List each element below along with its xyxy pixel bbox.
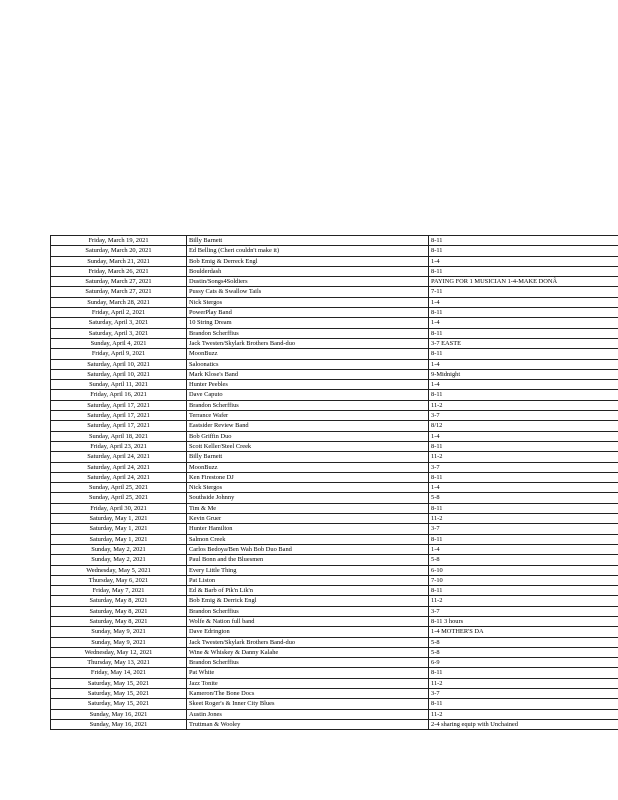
act-cell: Bob Emig & Derrick Engl bbox=[187, 596, 429, 606]
date-cell: Thursday, May 6, 2021 bbox=[51, 575, 187, 585]
act-cell: Billy Barnett bbox=[187, 236, 429, 246]
time-cell: 8-11 bbox=[429, 266, 618, 276]
date-cell: Saturday, April 10, 2021 bbox=[51, 369, 187, 379]
time-cell: 8-11 bbox=[429, 236, 618, 246]
table-row bbox=[51, 287, 618, 297]
time-cell: 8-11 bbox=[429, 534, 618, 544]
date-cell: Saturday, April 17, 2021 bbox=[51, 421, 187, 431]
act-cell: Hunter Hamilton bbox=[187, 524, 429, 534]
table-row bbox=[51, 421, 618, 431]
date-cell: Friday, March 26, 2021 bbox=[51, 266, 187, 276]
act-cell: MoonBuzz bbox=[187, 462, 429, 472]
act-cell: Kevin Gruer bbox=[187, 514, 429, 524]
time-cell: 8-11 bbox=[429, 668, 618, 678]
date-cell: Sunday, March 28, 2021 bbox=[51, 297, 187, 307]
table-row bbox=[51, 236, 618, 246]
date-cell: Saturday, April 17, 2021 bbox=[51, 400, 187, 410]
date-cell: Saturday, May 8, 2021 bbox=[51, 616, 187, 626]
act-cell: Truttman & Wooley bbox=[187, 719, 429, 729]
act-cell: Jazz Tonite bbox=[187, 678, 429, 688]
time-cell: 1-4 bbox=[429, 359, 618, 369]
table-row bbox=[51, 297, 618, 307]
act-cell: Dustin/Songs4Soldiers bbox=[187, 277, 429, 287]
time-cell: 8-11 bbox=[429, 308, 618, 318]
table-row bbox=[51, 678, 618, 688]
table-row bbox=[51, 699, 618, 709]
act-cell: Southside Johnny bbox=[187, 493, 429, 503]
date-cell: Saturday, March 27, 2021 bbox=[51, 277, 187, 287]
table-row bbox=[51, 369, 618, 379]
time-cell: 8-11 bbox=[429, 503, 618, 513]
act-cell: Scott Keller/Steel Creek bbox=[187, 441, 429, 451]
table-row bbox=[51, 534, 618, 544]
act-cell: Mark Klose's Band bbox=[187, 369, 429, 379]
table-row bbox=[51, 555, 618, 565]
date-cell: Saturday, April 24, 2021 bbox=[51, 462, 187, 472]
date-cell: Sunday, April 18, 2021 bbox=[51, 431, 187, 441]
date-cell: Saturday, April 3, 2021 bbox=[51, 328, 187, 338]
act-cell: Terrance Wafer bbox=[187, 411, 429, 421]
table-row bbox=[51, 658, 618, 668]
date-cell: Sunday, April 11, 2021 bbox=[51, 380, 187, 390]
table-row bbox=[51, 431, 618, 441]
time-cell: 8-11 bbox=[429, 328, 618, 338]
table-row bbox=[51, 575, 618, 585]
table-row bbox=[51, 503, 618, 513]
date-cell: Sunday, April 25, 2021 bbox=[51, 483, 187, 493]
date-cell: Saturday, May 15, 2021 bbox=[51, 689, 187, 699]
table-row bbox=[51, 411, 618, 421]
time-cell: 1-4 bbox=[429, 483, 618, 493]
act-cell: Saloonatics bbox=[187, 359, 429, 369]
date-cell: Sunday, May 16, 2021 bbox=[51, 719, 187, 729]
act-cell: Billy Barnett bbox=[187, 452, 429, 462]
time-cell: 6-10 bbox=[429, 565, 618, 575]
time-cell: 1-4 bbox=[429, 297, 618, 307]
date-cell: Sunday, April 4, 2021 bbox=[51, 338, 187, 348]
table-row bbox=[51, 616, 618, 626]
time-cell: 1-4 bbox=[429, 318, 618, 328]
act-cell: Skeet Roger's & Inner City Blues bbox=[187, 699, 429, 709]
time-cell: 2-4 sharing equip with Unchained bbox=[429, 719, 618, 729]
table-row bbox=[51, 441, 618, 451]
act-cell: Nick Stergos bbox=[187, 297, 429, 307]
date-cell: Saturday, April 10, 2021 bbox=[51, 359, 187, 369]
act-cell: Jack Twesten/Skylark Brothers Band-duo bbox=[187, 338, 429, 348]
table-row bbox=[51, 349, 618, 359]
act-cell: Tim & Me bbox=[187, 503, 429, 513]
table-row bbox=[51, 359, 618, 369]
time-cell: 9-Midnight bbox=[429, 369, 618, 379]
time-cell: 5-8 bbox=[429, 647, 618, 657]
date-cell: Saturday, May 1, 2021 bbox=[51, 514, 187, 524]
table-row bbox=[51, 637, 618, 647]
act-cell: Ed Belling (Cheri couldn't make it) bbox=[187, 246, 429, 256]
act-cell: Ed & Barb of Pik'n Lik'n bbox=[187, 586, 429, 596]
act-cell: Carlos Bedoya/Ben Wah Bob Duo Band bbox=[187, 544, 429, 554]
act-cell: Brandon Scherffius bbox=[187, 606, 429, 616]
table-row bbox=[51, 493, 618, 503]
date-cell: Saturday, May 8, 2021 bbox=[51, 606, 187, 616]
table-row bbox=[51, 524, 618, 534]
time-cell: 3-7 bbox=[429, 524, 618, 534]
table-row bbox=[51, 606, 618, 616]
date-cell: Thursday, May 13, 2021 bbox=[51, 658, 187, 668]
act-cell: PowerPlay Band bbox=[187, 308, 429, 318]
act-cell: Bob Emig & Derreck Engl bbox=[187, 256, 429, 266]
table-row bbox=[51, 668, 618, 678]
table-row bbox=[51, 719, 618, 729]
act-cell: Paul Bonn and the Bluesmen bbox=[187, 555, 429, 565]
date-cell: Wednesday, May 5, 2021 bbox=[51, 565, 187, 575]
date-cell: Friday, May 14, 2021 bbox=[51, 668, 187, 678]
table-row bbox=[51, 586, 618, 596]
date-cell: Sunday, May 2, 2021 bbox=[51, 555, 187, 565]
time-cell: 3-7 bbox=[429, 606, 618, 616]
table-row bbox=[51, 514, 618, 524]
table-row bbox=[51, 266, 618, 276]
date-cell: Friday, April 30, 2021 bbox=[51, 503, 187, 513]
time-cell: 8-11 bbox=[429, 699, 618, 709]
time-cell: 8/12 bbox=[429, 421, 618, 431]
act-cell: Boulderdash bbox=[187, 266, 429, 276]
time-cell: 5-8 bbox=[429, 493, 618, 503]
table-row bbox=[51, 627, 618, 637]
act-cell: Pussy Cats & Swallow Tails bbox=[187, 287, 429, 297]
time-cell: 5-8 bbox=[429, 637, 618, 647]
time-cell: 1-4 MOTHER'S DA bbox=[429, 627, 618, 637]
time-cell: 3-7 bbox=[429, 689, 618, 699]
table-row bbox=[51, 709, 618, 719]
act-cell: Wolfe & Nation full band bbox=[187, 616, 429, 626]
table-row bbox=[51, 452, 618, 462]
table-row bbox=[51, 380, 618, 390]
table-row bbox=[51, 544, 618, 554]
date-cell: Saturday, May 15, 2021 bbox=[51, 699, 187, 709]
time-cell: 11-2 bbox=[429, 452, 618, 462]
act-cell: Brandon Scherffius bbox=[187, 658, 429, 668]
time-cell: 8-11 bbox=[429, 441, 618, 451]
date-cell: Friday, April 23, 2021 bbox=[51, 441, 187, 451]
date-cell: Saturday, May 8, 2021 bbox=[51, 596, 187, 606]
time-cell: 7-11 bbox=[429, 287, 618, 297]
time-cell: 6-9 bbox=[429, 658, 618, 668]
date-cell: Saturday, May 1, 2021 bbox=[51, 534, 187, 544]
date-cell: Saturday, March 27, 2021 bbox=[51, 287, 187, 297]
time-cell: 11-2 bbox=[429, 400, 618, 410]
time-cell: 8-11 bbox=[429, 246, 618, 256]
time-cell: 3-7 bbox=[429, 462, 618, 472]
date-cell: Saturday, April 24, 2021 bbox=[51, 472, 187, 482]
time-cell: 8-11 bbox=[429, 472, 618, 482]
act-cell: Dave Edrington bbox=[187, 627, 429, 637]
time-cell: 11-2 bbox=[429, 596, 618, 606]
date-cell: Saturday, April 24, 2021 bbox=[51, 452, 187, 462]
date-cell: Friday, April 9, 2021 bbox=[51, 349, 187, 359]
date-cell: Saturday, April 17, 2021 bbox=[51, 411, 187, 421]
table-row bbox=[51, 472, 618, 482]
table-row bbox=[51, 328, 618, 338]
date-cell: Sunday, May 2, 2021 bbox=[51, 544, 187, 554]
table-row bbox=[51, 246, 618, 256]
time-cell: 8-11 3 hours bbox=[429, 616, 618, 626]
date-cell: Friday, April 2, 2021 bbox=[51, 308, 187, 318]
time-cell: PAYING FOR 1 MUSICIAN 1-4-MAKE DONÂ bbox=[429, 277, 618, 287]
time-cell: 11-2 bbox=[429, 678, 618, 688]
date-cell: Saturday, March 20, 2021 bbox=[51, 246, 187, 256]
time-cell: 7-10 bbox=[429, 575, 618, 585]
act-cell: Wine & Whiskey & Danny Kalahe bbox=[187, 647, 429, 657]
table-row bbox=[51, 256, 618, 266]
table-row bbox=[51, 308, 618, 318]
table-row bbox=[51, 277, 618, 287]
schedule-table bbox=[50, 235, 618, 730]
act-cell: MoonBuzz bbox=[187, 349, 429, 359]
time-cell: 5-8 bbox=[429, 555, 618, 565]
time-cell: 1-4 bbox=[429, 380, 618, 390]
schedule-body bbox=[51, 236, 618, 730]
act-cell: Bob Griffin Duo bbox=[187, 431, 429, 441]
act-cell: Brandon Scherffius bbox=[187, 400, 429, 410]
act-cell: Pat Liston bbox=[187, 575, 429, 585]
table-row bbox=[51, 390, 618, 400]
act-cell: 10 String Dream bbox=[187, 318, 429, 328]
table-row bbox=[51, 647, 618, 657]
act-cell: Hunter Peebles bbox=[187, 380, 429, 390]
time-cell: 11-2 bbox=[429, 709, 618, 719]
time-cell: 11-2 bbox=[429, 514, 618, 524]
table-row bbox=[51, 462, 618, 472]
time-cell: 1-4 bbox=[429, 544, 618, 554]
act-cell: Nick Stergos bbox=[187, 483, 429, 493]
date-cell: Saturday, April 3, 2021 bbox=[51, 318, 187, 328]
act-cell: Salmon Creek bbox=[187, 534, 429, 544]
table-row bbox=[51, 483, 618, 493]
table-row bbox=[51, 338, 618, 348]
table-row bbox=[51, 318, 618, 328]
date-cell: Sunday, March 21, 2021 bbox=[51, 256, 187, 266]
act-cell: Every Little Thing bbox=[187, 565, 429, 575]
time-cell: 1-4 bbox=[429, 256, 618, 266]
date-cell: Sunday, May 16, 2021 bbox=[51, 709, 187, 719]
date-cell: Saturday, May 15, 2021 bbox=[51, 678, 187, 688]
time-cell: 8-11 bbox=[429, 586, 618, 596]
time-cell: 8-11 bbox=[429, 349, 618, 359]
date-cell: Saturday, May 1, 2021 bbox=[51, 524, 187, 534]
date-cell: Friday, April 16, 2021 bbox=[51, 390, 187, 400]
table-row bbox=[51, 400, 618, 410]
act-cell: Eastsider Review Band bbox=[187, 421, 429, 431]
time-cell: 3-7 bbox=[429, 411, 618, 421]
act-cell: Ken Firestone DJ bbox=[187, 472, 429, 482]
time-cell: 3-7 EASTE bbox=[429, 338, 618, 348]
act-cell: Jack Twesten/Skylark Brothers Band-duo bbox=[187, 637, 429, 647]
date-cell: Sunday, April 25, 2021 bbox=[51, 493, 187, 503]
time-cell: 8-11 bbox=[429, 390, 618, 400]
date-cell: Wednesday, May 12, 2021 bbox=[51, 647, 187, 657]
act-cell: Austin Jones bbox=[187, 709, 429, 719]
date-cell: Sunday, May 9, 2021 bbox=[51, 627, 187, 637]
act-cell: Dave Caputo bbox=[187, 390, 429, 400]
date-cell: Sunday, May 9, 2021 bbox=[51, 637, 187, 647]
date-cell: Friday, May 7, 2021 bbox=[51, 586, 187, 596]
act-cell: Kameron/The Bone Docs bbox=[187, 689, 429, 699]
date-cell: Friday, March 19, 2021 bbox=[51, 236, 187, 246]
time-cell: 1-4 bbox=[429, 431, 618, 441]
table-row bbox=[51, 596, 618, 606]
act-cell: Brandon Scherffius bbox=[187, 328, 429, 338]
act-cell: Pat White bbox=[187, 668, 429, 678]
table-row bbox=[51, 565, 618, 575]
table-row bbox=[51, 689, 618, 699]
